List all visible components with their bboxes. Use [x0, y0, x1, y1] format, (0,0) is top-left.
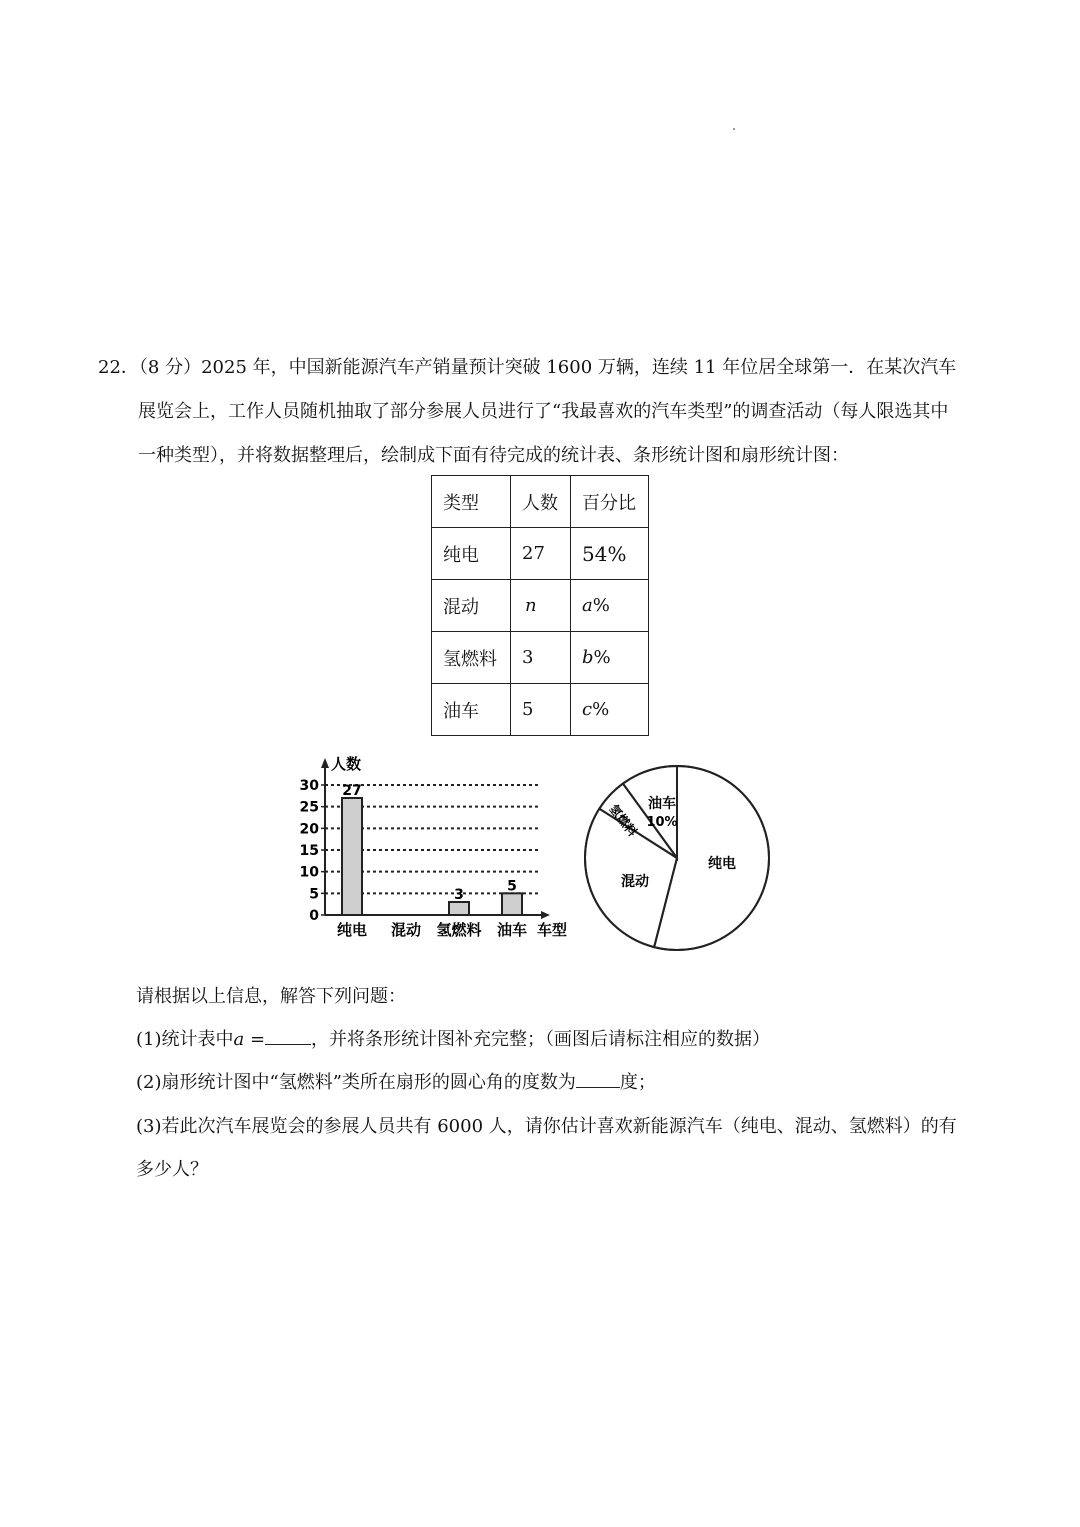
row-type: 纯电	[432, 528, 511, 580]
q1-prefix: (1)统计表中	[136, 1029, 234, 1050]
bar-data-label: 3	[454, 887, 464, 903]
question-intro	[98, 357, 988, 489]
intro-line-3: 一种类型），并将数据整理后，绘制成下面有待完成的统计表、条形统计图和扇形统计图：	[138, 445, 849, 466]
row-count: 3	[511, 632, 571, 684]
pie-slice-label: 纯电	[708, 856, 736, 872]
question-points: （8 分）	[138, 357, 202, 378]
intro-line-2: 展览会上，工作人员随机抽取了部分参展人员进行了“我最喜欢的汽车类型”的调查活动（每人限选其中	[138, 401, 949, 422]
header-type: 类型	[432, 476, 511, 528]
x-category-label: 混动	[390, 921, 422, 939]
percent-sign: %	[592, 595, 610, 616]
table-row	[432, 632, 649, 684]
intro-line-1: 2025 年，中国新能源汽车产销量预计突破 1600 万辆，连续 11 年位居全球第一．在某次汽车	[201, 357, 957, 378]
bar-data-label: 5	[507, 878, 517, 895]
pie-slice-label: 氢燃料	[606, 802, 640, 840]
row-percent: 54%	[571, 528, 649, 580]
row-percent	[571, 580, 649, 632]
q2-answer-blank[interactable]	[576, 1069, 620, 1088]
statistics-table	[431, 475, 649, 736]
q1-equals: =	[244, 1029, 266, 1050]
table-row	[432, 528, 649, 580]
table-row	[432, 580, 649, 632]
bar-data-label: 27	[342, 783, 362, 799]
row-percent	[571, 684, 649, 736]
x-category-label: 氢燃料	[436, 921, 482, 939]
percent-sign: %	[592, 699, 610, 720]
pie-slice-label: 油车	[648, 796, 676, 812]
y-tick-label: 15	[299, 843, 319, 859]
row-percent	[571, 632, 649, 684]
x-axis-label: 车型	[537, 921, 568, 939]
row-count: 27	[511, 528, 571, 580]
row-type: 油车	[432, 684, 511, 736]
row-type: 混动	[432, 580, 511, 632]
y-tick-label: 30	[299, 778, 319, 794]
q1-variable: a	[233, 1029, 245, 1050]
y-tick-label: 10	[299, 864, 319, 881]
bar	[502, 893, 522, 915]
y-tick-label: 5	[309, 886, 319, 903]
y-axis-label: 人数	[331, 755, 362, 773]
row-count: n	[511, 580, 571, 632]
sub-question-1	[136, 1025, 770, 1051]
header-percent: 百分比	[571, 476, 649, 528]
sub-question-2	[136, 1068, 656, 1094]
x-axis-arrow	[541, 911, 550, 919]
percent-variable: c	[582, 699, 593, 720]
scan-dot	[733, 128, 735, 130]
x-category-label: 油车	[496, 921, 528, 939]
pie-chart	[580, 760, 780, 960]
y-tick-label: 25	[299, 799, 319, 816]
bar-chart	[295, 750, 585, 950]
sub-question-3-line-2: 多少人？	[136, 1159, 208, 1180]
bar	[342, 798, 362, 915]
x-category-label: 纯电	[336, 921, 368, 939]
y-axis-arrow	[321, 758, 329, 768]
y-tick-label: 20	[299, 821, 319, 838]
prompt-text: 请根据以上信息，解答下列问题：	[136, 986, 406, 1007]
header-count: 人数	[511, 476, 571, 528]
q2-suffix: 度；	[619, 1072, 656, 1093]
table-row	[432, 684, 649, 736]
percent-sign: %	[593, 647, 611, 668]
row-count: 5	[511, 684, 571, 736]
row-type: 氢燃料	[432, 632, 511, 684]
pie-slice-value: 10%	[646, 815, 678, 830]
table-header-row	[432, 476, 649, 528]
percent-variable: a	[582, 595, 593, 616]
question-number: 22．	[98, 357, 139, 378]
y-tick-label: 0	[309, 908, 319, 924]
q1-answer-blank[interactable]	[265, 1026, 311, 1045]
pie-slice-label: 混动	[621, 874, 649, 890]
percent-variable: b	[582, 647, 594, 668]
q1-suffix: ，并将条形统计图补充完整；（画图后请标注相应的数据）	[311, 1029, 771, 1050]
q2-prefix: (2)扇形统计图中“氢燃料”类所在扇形的圆心角的度数为	[136, 1072, 576, 1093]
sub-question-3-line-1: (3)若此次汽车展览会的参展人员共有 6000 人，请你估计喜欢新能源汽车（纯电、混动、氢燃料）的有	[136, 1116, 957, 1137]
bar	[449, 902, 469, 915]
